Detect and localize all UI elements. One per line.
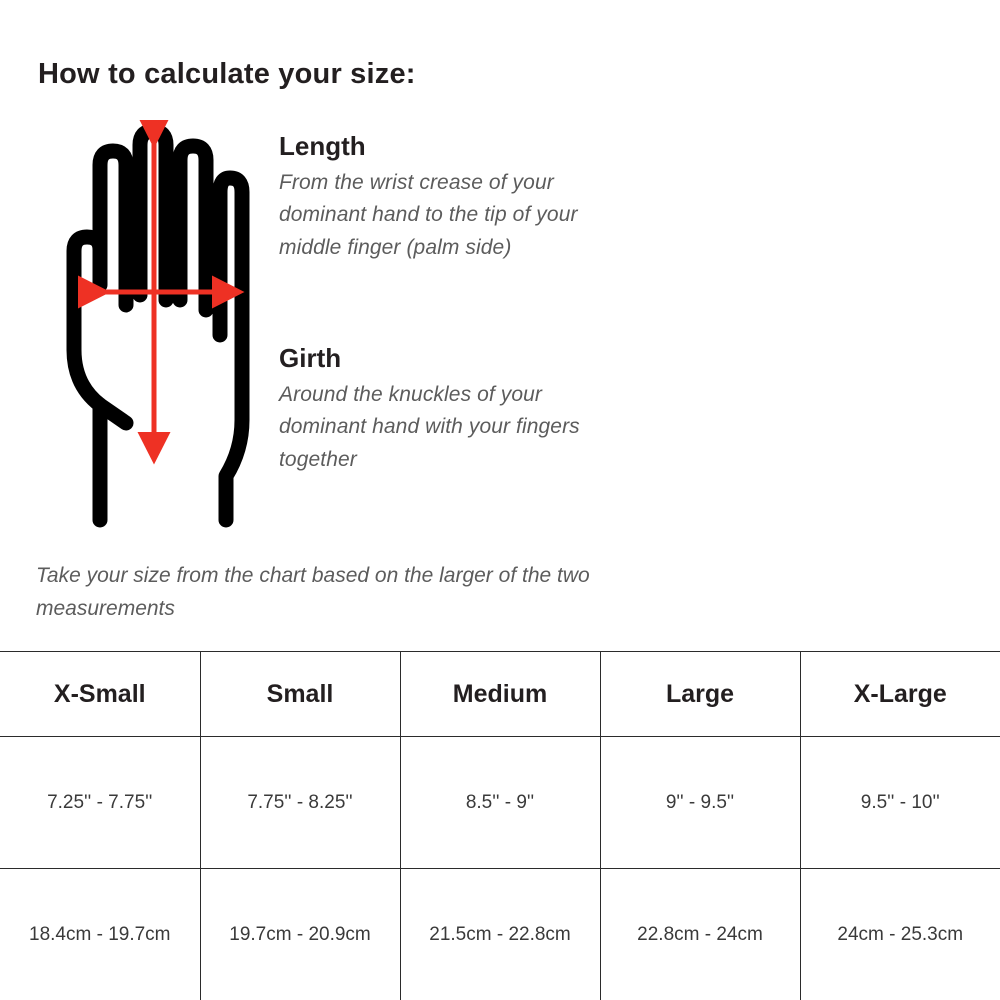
column-header-large: Large [600, 652, 800, 737]
column-header-small: Small [200, 652, 400, 737]
cell-cm-small: 19.7cm - 20.9cm [200, 869, 400, 1000]
cell-inches-small: 7.75'' - 8.25'' [200, 737, 400, 869]
length-description: From the wrist crease of your dominant hand to the tip of your middle finger (palm side) [279, 170, 578, 259]
hand-outline-icon [74, 131, 242, 520]
cell-inches-large: 9'' - 9.5'' [600, 737, 800, 869]
cell-inches-medium: 8.5'' - 9'' [400, 737, 600, 869]
cell-cm-large: 22.8cm - 24cm [600, 869, 800, 1000]
column-header-x-small: X-Small [0, 652, 200, 737]
cell-inches-x-large: 9.5'' - 10'' [800, 737, 1000, 869]
girth-title: Girth [279, 343, 342, 373]
size-chart-table [0, 651, 1000, 1000]
length-section [279, 132, 609, 264]
table-row [0, 869, 1000, 1000]
cell-cm-medium: 21.5cm - 22.8cm [400, 869, 600, 1000]
girth-section [279, 344, 609, 476]
table-header-row [0, 652, 1000, 737]
cell-cm-x-small: 18.4cm - 19.7cm [0, 869, 200, 1000]
girth-description: Around the knuckles of your dominant hand with your fingers together [279, 382, 580, 471]
column-header-x-large: X-Large [800, 652, 1000, 737]
chart-note: Take your size from the chart based on the larger of the two measurements [36, 564, 590, 620]
hand-measurement-diagram [30, 120, 260, 540]
table-row [0, 737, 1000, 869]
cell-inches-x-small: 7.25'' - 7.75'' [0, 737, 200, 869]
column-header-medium: Medium [400, 652, 600, 737]
cell-cm-x-large: 24cm - 25.3cm [800, 869, 1000, 1000]
length-title: Length [279, 131, 366, 161]
page-title: How to calculate your size: [38, 58, 416, 90]
